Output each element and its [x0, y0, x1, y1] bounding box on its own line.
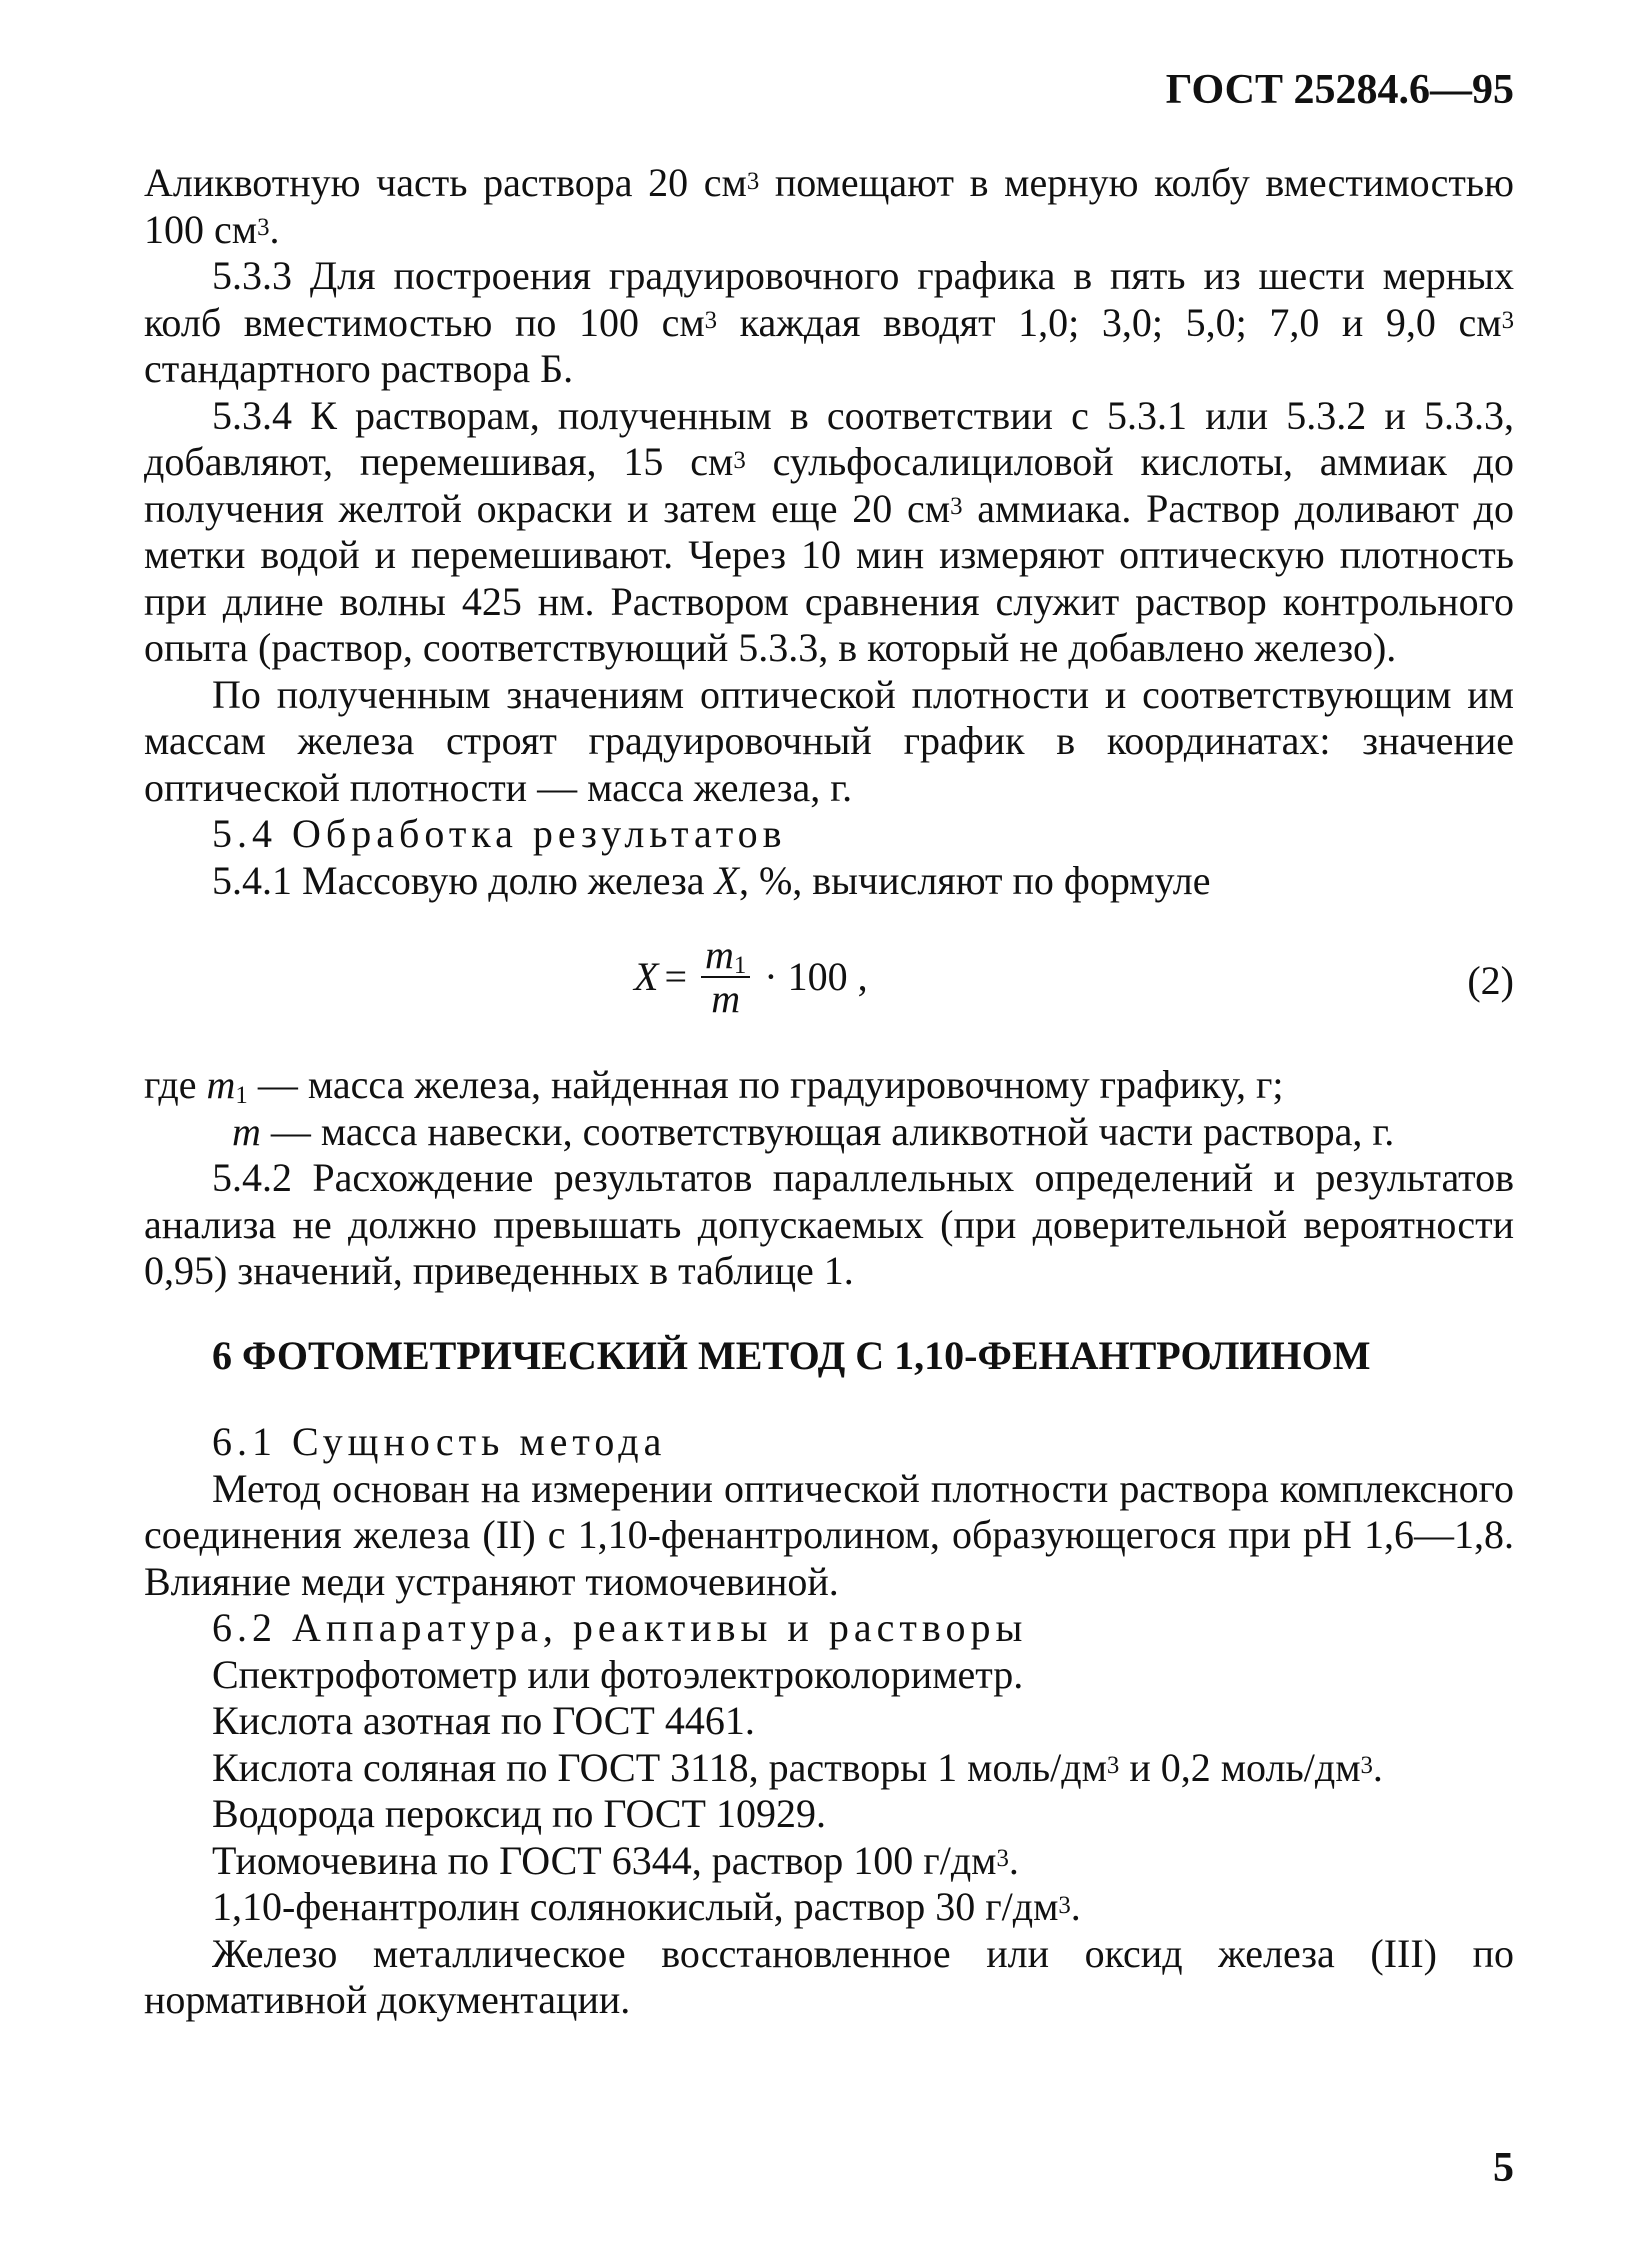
list-item: Кислота соляная по ГОСТ 3118, растворы 1 моль/$дм^3$ и 0,2 моль/$дм^3$.	[212, 1744, 1383, 1790]
list-item: 1,10-фенантролин солянокислый, раствор 30 $г/дм^3$.	[212, 1884, 1081, 1929]
formula-2	[144, 916, 1514, 1036]
page-content	[144, 160, 1514, 2024]
list-item: Водорода пероксид по ГОСТ 10929.	[212, 1791, 826, 1836]
subsection-heading-6-1: 6.1 Сущность метода	[212, 1419, 667, 1464]
subsection-heading-6-2: 6.2 Аппаратура, реактивы и растворы	[212, 1605, 1028, 1650]
fraction-numerator: $m_1$	[701, 934, 750, 978]
paragraph: Аликвотную часть раствора 20 $см^3$ помещают в мерную колбу вместимостью 100 $см^3$.	[144, 160, 1514, 252]
list-item: Кислота азотная по ГОСТ 4461.	[212, 1698, 755, 1743]
section-6-heading: 6 ФОТОМЕТРИЧЕСКИЙ МЕТОД С 1,10-ФЕНАНТРОЛИНОМ	[212, 1332, 1371, 1378]
paragraph-5-3-3: 5.3.3 Для построения градуировочного графика в пять из шести мерных колб вместимостью по 100 $см^3$ каждая вводят 1,0; 3,0; 5,0; 7,0 и 9,0 $см^3$ стандартного раствора Б.	[144, 253, 1515, 391]
page-header: ГОСТ 25284.6—95	[1165, 67, 1514, 113]
paragraph-5-3-4: 5.3.4 К растворам, полученным в соответствии с 5.3.1 или 5.3.2 и 5.3.3, добавляют, перемешивая, 15 $см^3$ сульфосалициловой кислоты, аммиак до получения желтой окраски и затем еще 20 $см^3$ аммиака. Раствор доливают до метки водой и перемешивают. Через 10 мин измеряют оптическую плотность при длине волны 425 нм. Раствором сравнения служит раствор контрольного опыта (раствор, соответствующий 5.3.3, в который не добавлено железо).	[144, 392, 1514, 670]
paragraph-graph: По полученным значениям оптической плотности и соответствующим им массам железа строят градуировочный график в координатах: значение оптической плотности — масса железа, г.	[144, 671, 1514, 810]
fraction-denominator: m	[711, 976, 741, 1021]
paragraph-5-4-1: 5.4.1 Массовую долю железа X, %, вычисляют по формуле	[212, 857, 1211, 903]
page-number: 5	[1493, 2145, 1514, 2191]
formula-fraction	[701, 934, 750, 1020]
where-line-2: m — масса навески, соответствующая аликвотной части раствора, г.	[232, 1108, 1395, 1154]
list-item: Тиомочевина по ГОСТ 6344, раствор 100 $г/дм^3$.	[212, 1837, 1019, 1883]
where-line-1: где $m_1$ — масса железа, найденная по градуировочному графику, г;	[144, 1062, 1284, 1109]
paragraph-6-1: Метод основан на измерении оптической плотности раствора комплексного соединения железа (II) с 1,10-фенантролином, образующегося при pH 1,6—1,8. Влияние меди устраняют тиомочевиной.	[144, 1465, 1514, 1604]
list-item: Спектрофотометр или фотоэлектроколориметр.	[212, 1651, 1024, 1697]
paragraph-5-4-2: 5.4.2 Расхождение результатов параллельных определений и результатов анализа не должно превышать допускаемых (при доверительной вероятности 0,95) значений, приведенных в таблице 1.	[144, 1155, 1514, 1293]
equation-number: (2)	[1467, 958, 1514, 1003]
list-item: Железо металлическое восстановленное или оксид железа (III) по нормативной документации.	[144, 1930, 1514, 2022]
formula-expression: X = $\frac{m_1}{m}$ · 100 ,	[634, 932, 868, 1021]
subsection-heading-5-4: 5.4 Обработка результатов	[212, 811, 787, 856]
